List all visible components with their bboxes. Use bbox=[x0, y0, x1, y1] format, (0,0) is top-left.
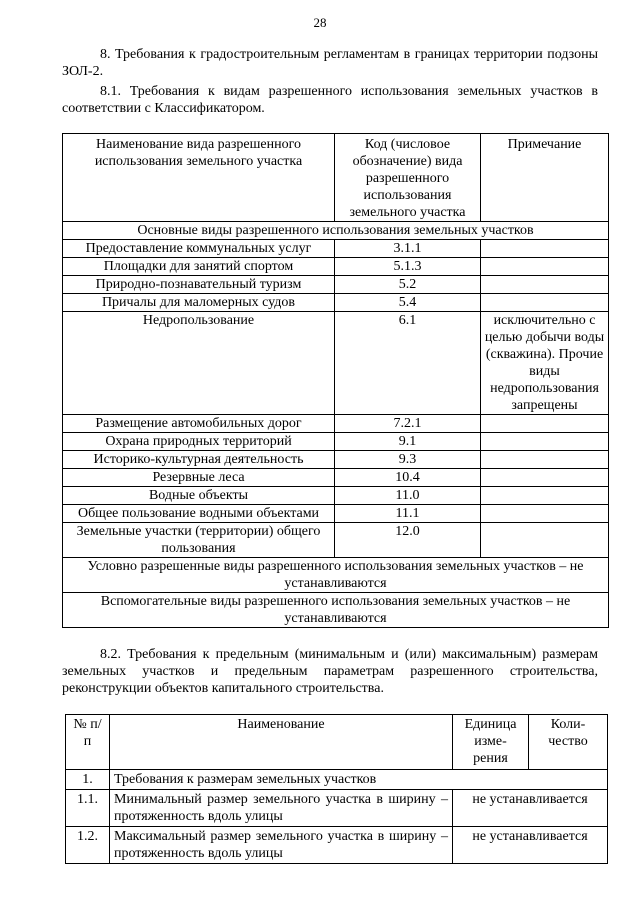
use-name: Размещение автомобильных дорог bbox=[63, 415, 335, 433]
use-code: 3.1.1 bbox=[335, 240, 481, 258]
use-name: Водные объекты bbox=[63, 487, 335, 505]
use-note bbox=[481, 469, 609, 487]
row-number: 1. bbox=[66, 770, 110, 790]
table-row bbox=[66, 790, 608, 827]
use-name: Причалы для маломерных судов bbox=[63, 294, 335, 312]
use-code: 12.0 bbox=[335, 523, 481, 558]
page-number: 28 bbox=[313, 15, 327, 30]
permitted-use-table bbox=[62, 133, 609, 628]
section-8-heading: 8. Требования к градостроительным регламентам в границах территории подзоны ЗОЛ-2. bbox=[62, 47, 598, 79]
use-name: Недропользование bbox=[63, 312, 335, 415]
use-note bbox=[481, 258, 609, 276]
section-auxiliary-uses: Вспомогательные виды разрешенного использования земельных участков – не устанавливаются bbox=[63, 593, 609, 628]
use-name: Предоставление коммунальных услуг bbox=[63, 240, 335, 258]
use-code: 6.1 bbox=[335, 312, 481, 415]
use-name: Историко-культурная деятельность bbox=[63, 451, 335, 469]
section-8-2-heading: 8.2. Требования к предельным (минимальным и (или) максимальным) размерам земельных участков и предельным параметрам разрешенного строительства, реконструкции объектов капитального строительства. bbox=[62, 647, 598, 696]
row-name: Максимальный размер земельного участка в ширину – протяженность вдоль улицы bbox=[110, 827, 453, 864]
use-note bbox=[481, 523, 609, 558]
table-row bbox=[63, 276, 609, 294]
header-use-name: Наименование вида разрешенного использования земельного участка bbox=[63, 134, 335, 222]
use-code: 11.1 bbox=[335, 505, 481, 523]
row-number: 1.2. bbox=[66, 827, 110, 864]
use-note bbox=[481, 294, 609, 312]
row-value: не устанавливается bbox=[453, 790, 608, 827]
header-name: Наименование bbox=[110, 715, 453, 770]
use-code: 7.2.1 bbox=[335, 415, 481, 433]
use-code: 11.0 bbox=[335, 487, 481, 505]
use-code: 5.4 bbox=[335, 294, 481, 312]
table-row bbox=[63, 433, 609, 451]
header-unit: Единица изме-рения bbox=[453, 715, 529, 770]
section-main-uses: Основные виды разрешенного использования земельных участков bbox=[63, 222, 609, 240]
header-number: № п/п bbox=[66, 715, 110, 770]
table-row bbox=[63, 451, 609, 469]
use-note bbox=[481, 487, 609, 505]
use-name: Природно-познавательный туризм bbox=[63, 276, 335, 294]
use-name: Охрана природных территорий bbox=[63, 433, 335, 451]
use-name: Резервные леса bbox=[63, 469, 335, 487]
use-code: 9.3 bbox=[335, 451, 481, 469]
use-name: Площадки для занятий спортом bbox=[63, 258, 335, 276]
use-note bbox=[481, 276, 609, 294]
use-name: Земельные участки (территории) общего пользования bbox=[63, 523, 335, 558]
section-8-1-heading: 8.1. Требования к видам разрешенного использования земельных участков в соответствии с Классификатором. bbox=[62, 84, 598, 116]
row-number: 1.1. bbox=[66, 790, 110, 827]
row-name: Требования к размерам земельных участков bbox=[110, 770, 608, 790]
header-quantity: Коли-чество bbox=[529, 715, 608, 770]
table-row bbox=[63, 258, 609, 276]
use-code: 5.1.3 bbox=[335, 258, 481, 276]
table-row bbox=[63, 523, 609, 558]
table-row bbox=[63, 469, 609, 487]
use-note bbox=[481, 451, 609, 469]
use-note bbox=[481, 415, 609, 433]
table-row bbox=[63, 312, 609, 415]
table-row bbox=[63, 505, 609, 523]
use-code: 9.1 bbox=[335, 433, 481, 451]
section-conditional-uses: Условно разрешенные виды разрешенного использования земельных участков – не устанавливаются bbox=[63, 558, 609, 593]
use-note bbox=[481, 240, 609, 258]
use-code: 5.2 bbox=[335, 276, 481, 294]
table-row bbox=[63, 240, 609, 258]
table-row bbox=[63, 487, 609, 505]
table-row bbox=[63, 415, 609, 433]
use-code: 10.4 bbox=[335, 469, 481, 487]
use-note: исключительно с целью добычи воды (скважина). Прочие виды недропользования запрещены bbox=[481, 312, 609, 415]
row-value: не устанавливается bbox=[453, 827, 608, 864]
use-name: Общее пользование водными объектами bbox=[63, 505, 335, 523]
use-note bbox=[481, 433, 609, 451]
table-row bbox=[66, 770, 608, 790]
header-use-code: Код (числовое обозначение) вида разрешенного использования земельного участка bbox=[335, 134, 481, 222]
parameters-table bbox=[65, 714, 608, 864]
table-row bbox=[66, 827, 608, 864]
use-note bbox=[481, 505, 609, 523]
table-row bbox=[63, 294, 609, 312]
row-name: Минимальный размер земельного участка в ширину – протяженность вдоль улицы bbox=[110, 790, 453, 827]
header-note: Примечание bbox=[481, 134, 609, 222]
